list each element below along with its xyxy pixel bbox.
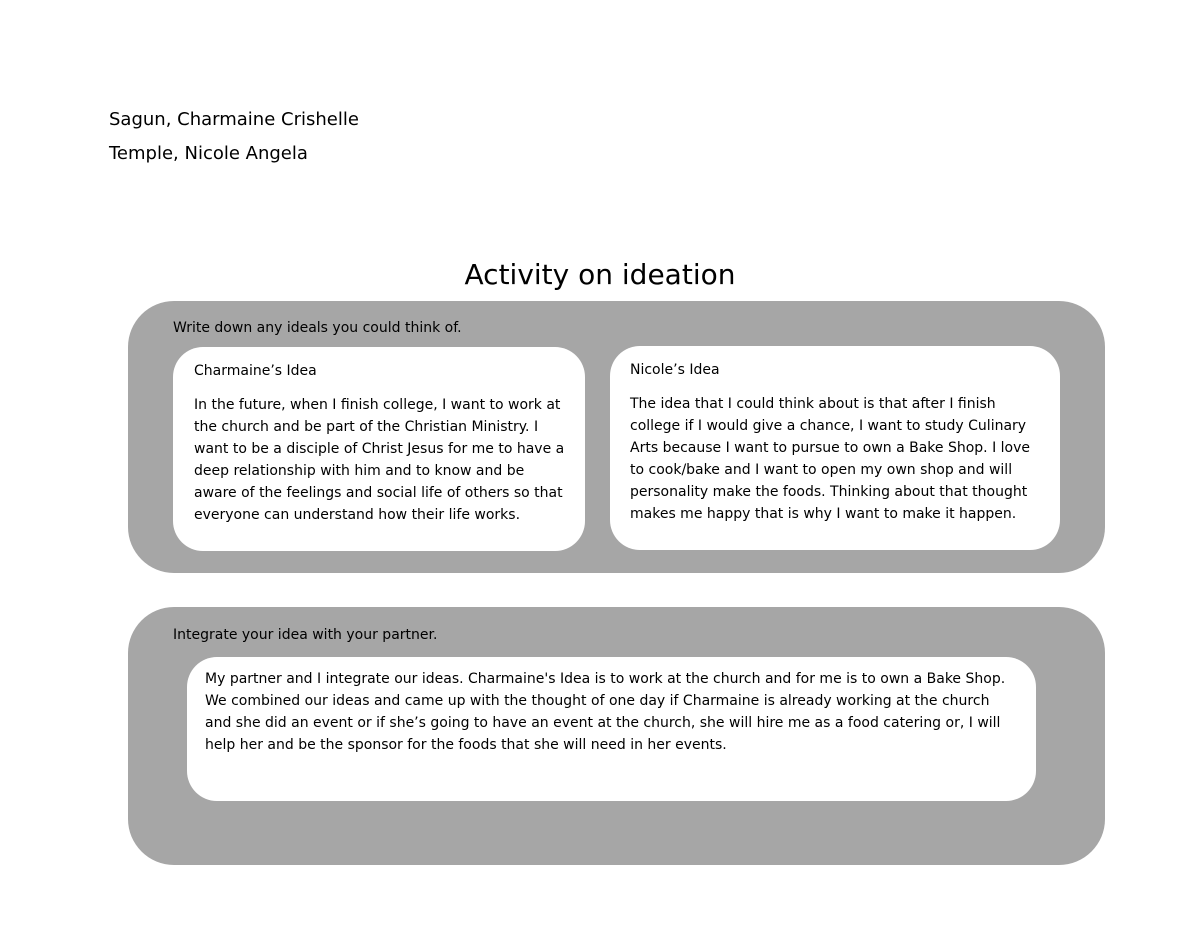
charmaine-idea-text: In the future, when I finish college, I want to work at the church and be part of the Christian Ministry. I want to be a disciple of Christ Jesus for me to have a deep relationship with him and to know and be aware of the feelings and social life of others so that everyone can understand how their life works.: [194, 397, 565, 523]
nicole-idea-text: The idea that I could think about is that after I finish college if I would give a chance, I want to study Culinary Arts because I want to pursue to own a Bake Shop. I love to cook/bake and I want to open my own shop and will personality make the foods. Thinking about that thought makes me happy that is why I want to make it happen.: [630, 396, 1031, 522]
nicole-idea-card: [610, 346, 1060, 550]
author-name: Temple, Nicole Angela: [109, 143, 308, 164]
nicole-idea-heading: Nicole’s Idea: [630, 362, 720, 378]
charmaine-idea-card: [173, 347, 585, 551]
integration-card: [187, 657, 1036, 801]
author-name: Sagun, Charmaine Crishelle: [109, 109, 359, 130]
integration-prompt: Integrate your idea with your partner.: [173, 627, 438, 643]
integration-text: My partner and I integrate our ideas. Charmaine's Idea is to work at the church and for me is to own a Bake Shop. We combined our ideas and came up with the thought of one day if Charmaine is already working at the church and she did an event or if she’s going to have an event at the church, she will hire me as a food catering or, I will help her and be the sponsor for the foods that she will need in her events.: [205, 671, 1006, 753]
ideas-prompt: Write down any ideals you could think of.: [173, 320, 462, 336]
charmaine-idea-heading: Charmaine’s Idea: [194, 363, 317, 379]
integration-panel: [128, 607, 1105, 865]
ideas-panel: [128, 301, 1105, 573]
page-title: Activity on ideation: [464, 258, 736, 291]
